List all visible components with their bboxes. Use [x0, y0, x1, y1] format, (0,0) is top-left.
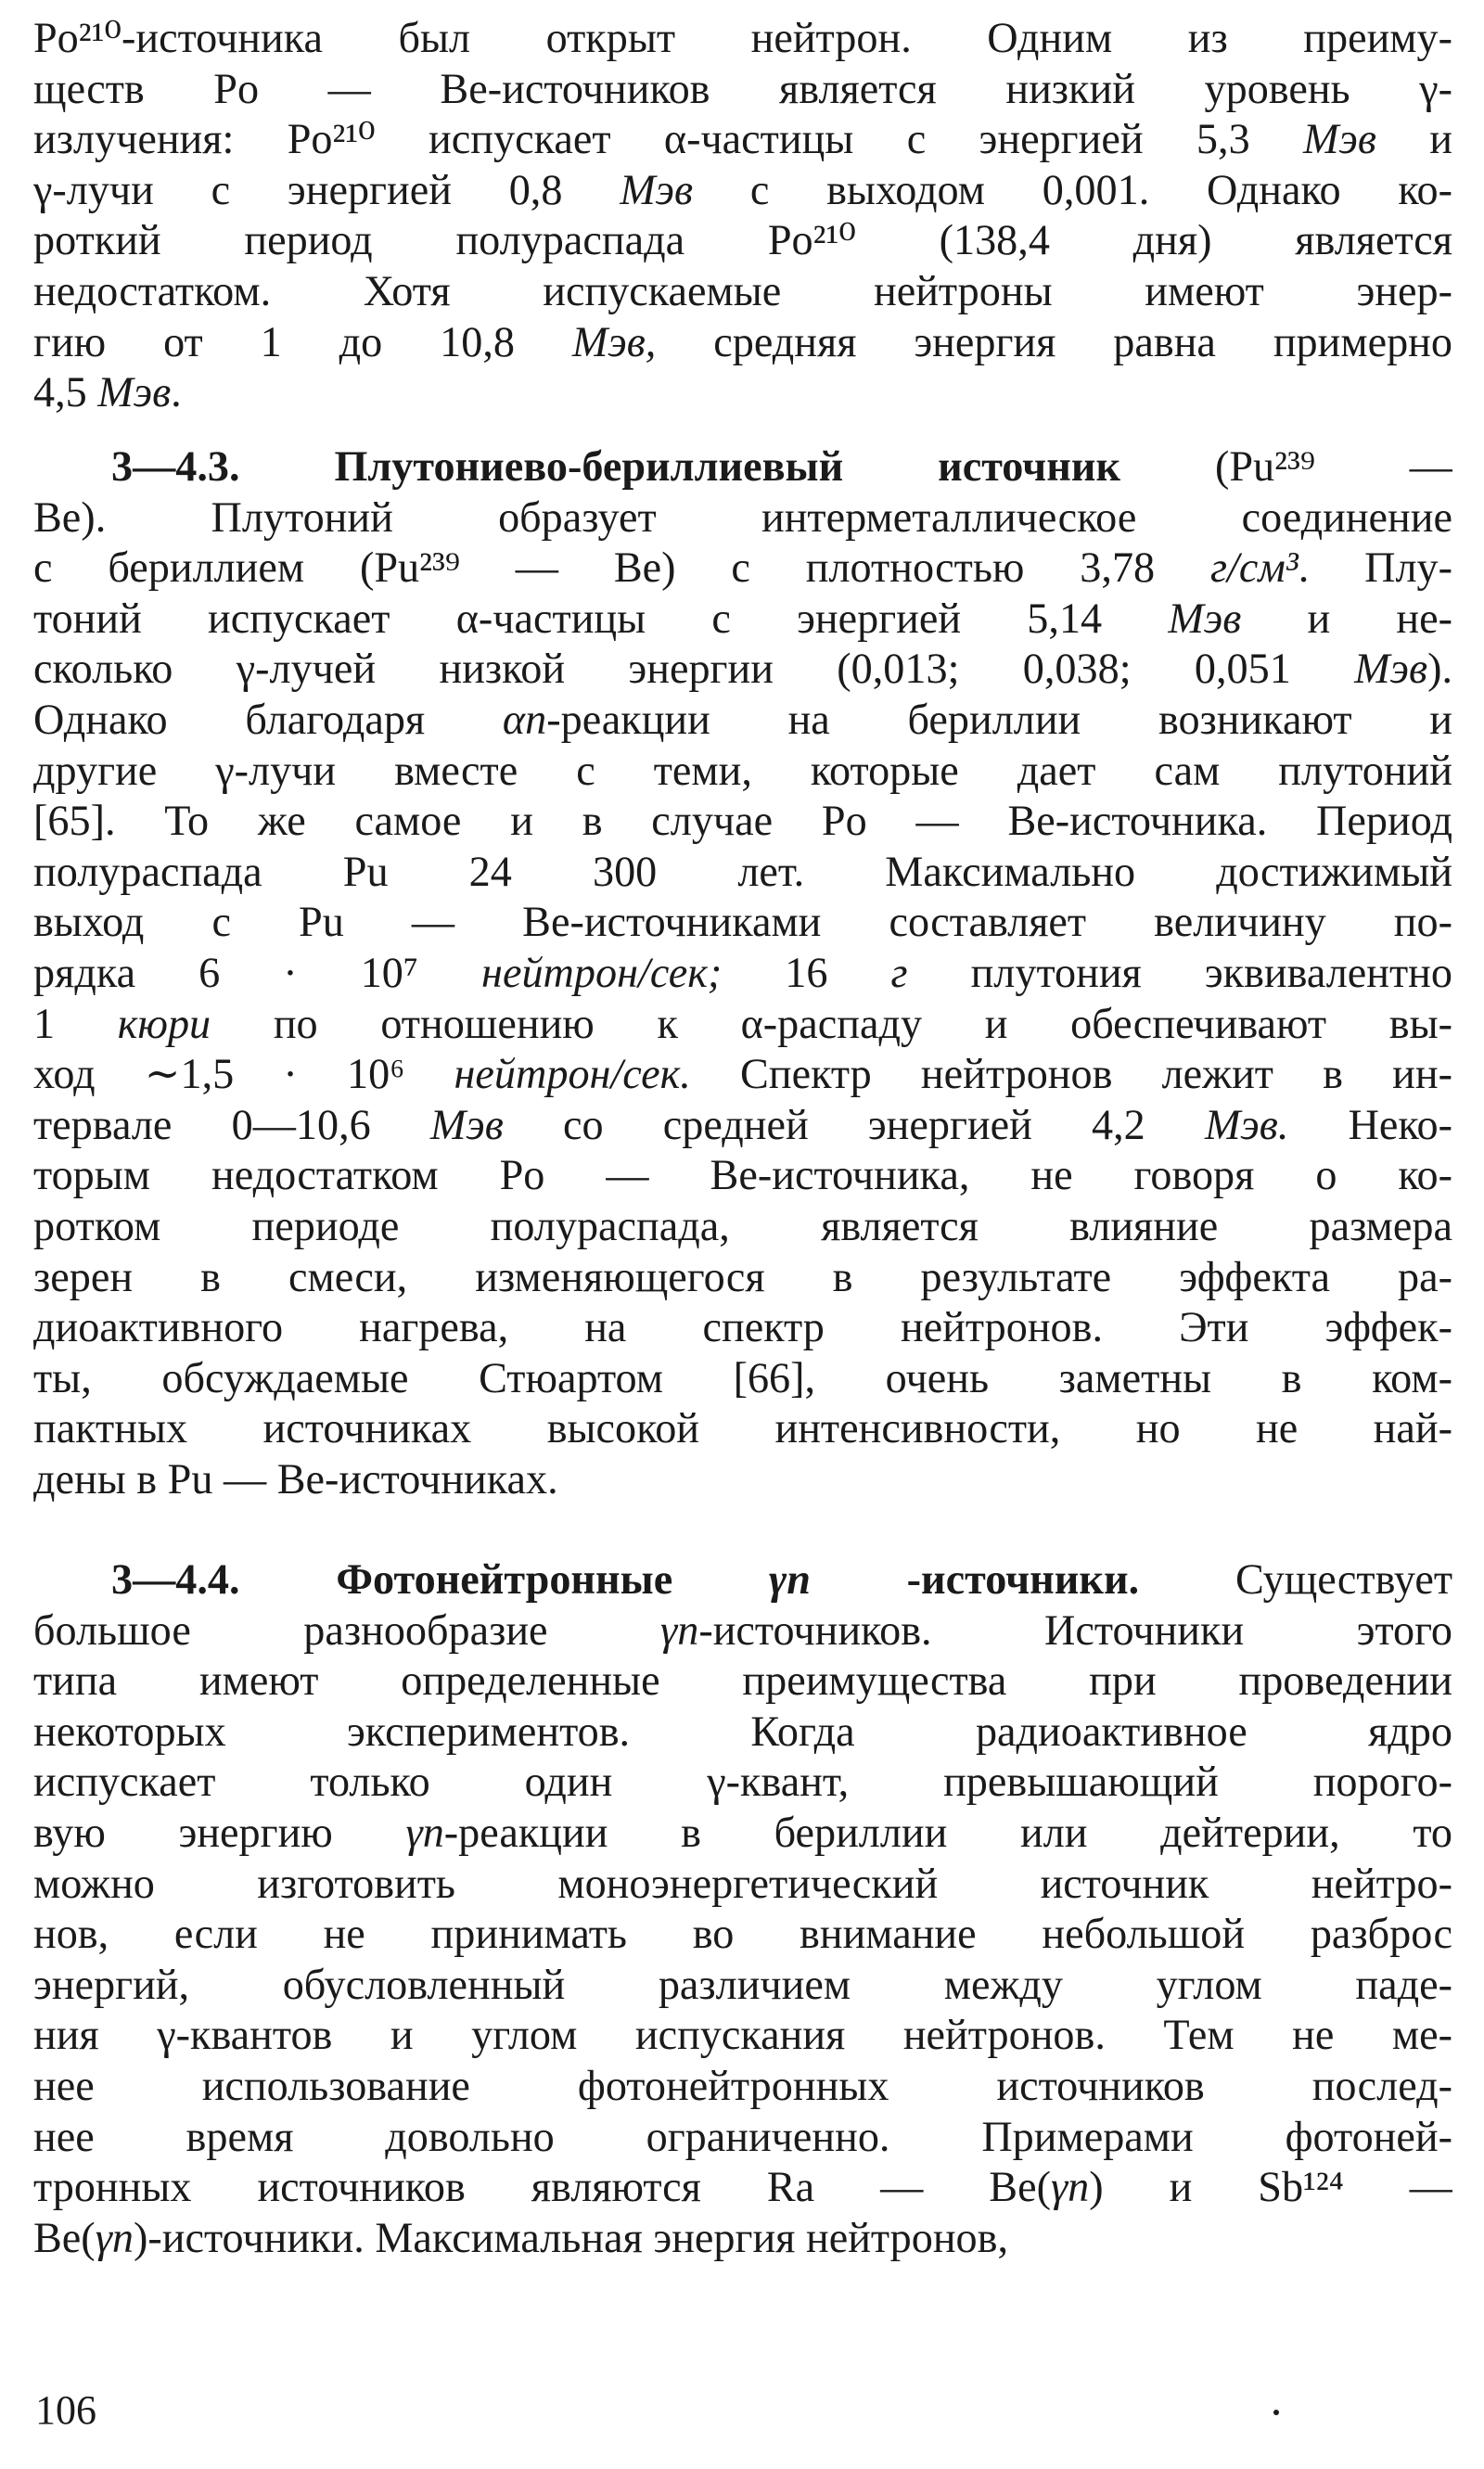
text-line: типа имеют определенные преимущества при проведении	[33, 1657, 1452, 1705]
paragraph-po-be-continued	[33, 13, 1452, 418]
text-line: γ-лучи с энергией 0,8 Мэв с выходом 0,001. Однако ко-	[33, 165, 1452, 213]
text-line: Однако благодаря αn-реакции на бериллии возникают и	[33, 695, 1452, 743]
text-line: ния γ-квантов и углом испускания нейтронов. Тем не ме-	[33, 2011, 1452, 2059]
text-line: ротком периоде полураспада, является влияние размера	[33, 1201, 1452, 1249]
text-line: Po²¹⁰-источника был открыт нейтрон. Одним из преиму-	[33, 14, 1452, 61]
text-line: рядка 6 · 10⁷ нейтрон/сек; 16 г плутония эквивалентно	[33, 948, 1452, 996]
text-line: гию от 1 до 10,8 Мэв, средняя энергия равна примерно	[33, 317, 1452, 365]
text-line: Be). Плутоний образует интерметаллическое соединение	[33, 493, 1452, 541]
text-line: вую энергию γn-реакции в бериллии или дейтерии, то	[33, 1808, 1452, 1856]
text-line: другие γ-лучи вместе с теми, которые дает сам плутоний	[33, 746, 1452, 794]
text-line: выход с Pu — Be-источниками составляет величину по-	[33, 898, 1452, 946]
text-line: 1 кюри по отношению к α-распаду и обеспечивают вы-	[33, 999, 1452, 1047]
text-line: диоактивного нагрева, на спектр нейтронов. Эти эффек-	[33, 1303, 1452, 1351]
text-line: 3—4.4. Фотонейтронные γn -источники. Существует	[111, 1555, 1452, 1603]
text-line: недостатком. Хотя испускаемые нейтроны имеют энер-	[33, 266, 1452, 314]
text-line: 4,5 Мэв.	[33, 368, 182, 416]
text-line: зерен в смеси, изменяющегося в результате эффекта ра-	[33, 1252, 1452, 1300]
page-speck	[1273, 2410, 1279, 2415]
text-line: сколько γ-лучей низкой энергии (0,013; 0,038; 0,051 Мэв).	[33, 645, 1452, 693]
text-line: энергий, обусловленный различием между углом паде-	[33, 1960, 1452, 2008]
text-line: нее использование фотонейтронных источников послед-	[33, 2061, 1452, 2109]
text-line: тронных источников являются Ra — Be(γn) и Sb¹²⁴ —	[33, 2163, 1452, 2211]
text-line: ществ Po — Be-источников является низкий уровень γ-	[33, 64, 1452, 112]
text-line: ты, обсуждаемые Стюартом [66], очень заметны в ком-	[33, 1353, 1452, 1401]
text-line: ход ∼1,5 · 10⁶ нейтрон/сек. Спектр нейтронов лежит в ин-	[33, 1050, 1452, 1098]
text-line: с бериллием (Pu²³⁹ — Be) с плотностью 3,78 г/см³. Плу-	[33, 544, 1452, 592]
text-line: излучения: Po²¹⁰ испускает α-частицы с энергией 5,3 Мэв и	[33, 115, 1452, 163]
paragraph-section-3-4-3	[33, 441, 1452, 1504]
text-line: можно изготовить моноэнергетический источник нейтро-	[33, 1859, 1452, 1907]
text-line: 3—4.3. Плутониево-бериллиевый источник (Pu²³⁹ —	[111, 442, 1452, 490]
text-line: Be(γn)-источники. Максимальная энергия нейтронов,	[33, 2213, 1009, 2261]
text-line: роткий период полураспада Po²¹⁰ (138,4 дня) является	[33, 216, 1452, 264]
text-line: нее время довольно ограниченно. Примерами фотоней-	[33, 2112, 1452, 2160]
text-line: дены в Pu — Be-источниках.	[33, 1454, 558, 1503]
page-number: 106	[35, 2387, 96, 2433]
text-line: тервале 0—10,6 Мэв со средней энергией 4,2 Мэв. Неко-	[33, 1100, 1452, 1148]
text-line: некоторых экспериментов. Когда радиоактивное ядро	[33, 1707, 1452, 1755]
text-line: большое разнообразие γn-источников. Источники этого	[33, 1605, 1452, 1654]
text-line: торым недостатком Po — Be-источника, не говоря о ко-	[33, 1151, 1452, 1199]
text-line: пактных источниках высокой интенсивности, но не най-	[33, 1404, 1452, 1452]
text-line: тоний испускает α-частицы с энергией 5,14 Мэв и не-	[33, 594, 1452, 642]
paragraph-section-3-4-4	[33, 1554, 1452, 2263]
text-line: [65]. То же самое и в случае Po — Be-источника. Период	[33, 797, 1452, 845]
text-line: нов, если не принимать во внимание небольшой разброс	[33, 1910, 1452, 1958]
text-line: испускает только один γ-квант, превышающий порого-	[33, 1758, 1452, 1806]
text-line: полураспада Pu 24 300 лет. Максимально достижимый	[33, 847, 1452, 895]
